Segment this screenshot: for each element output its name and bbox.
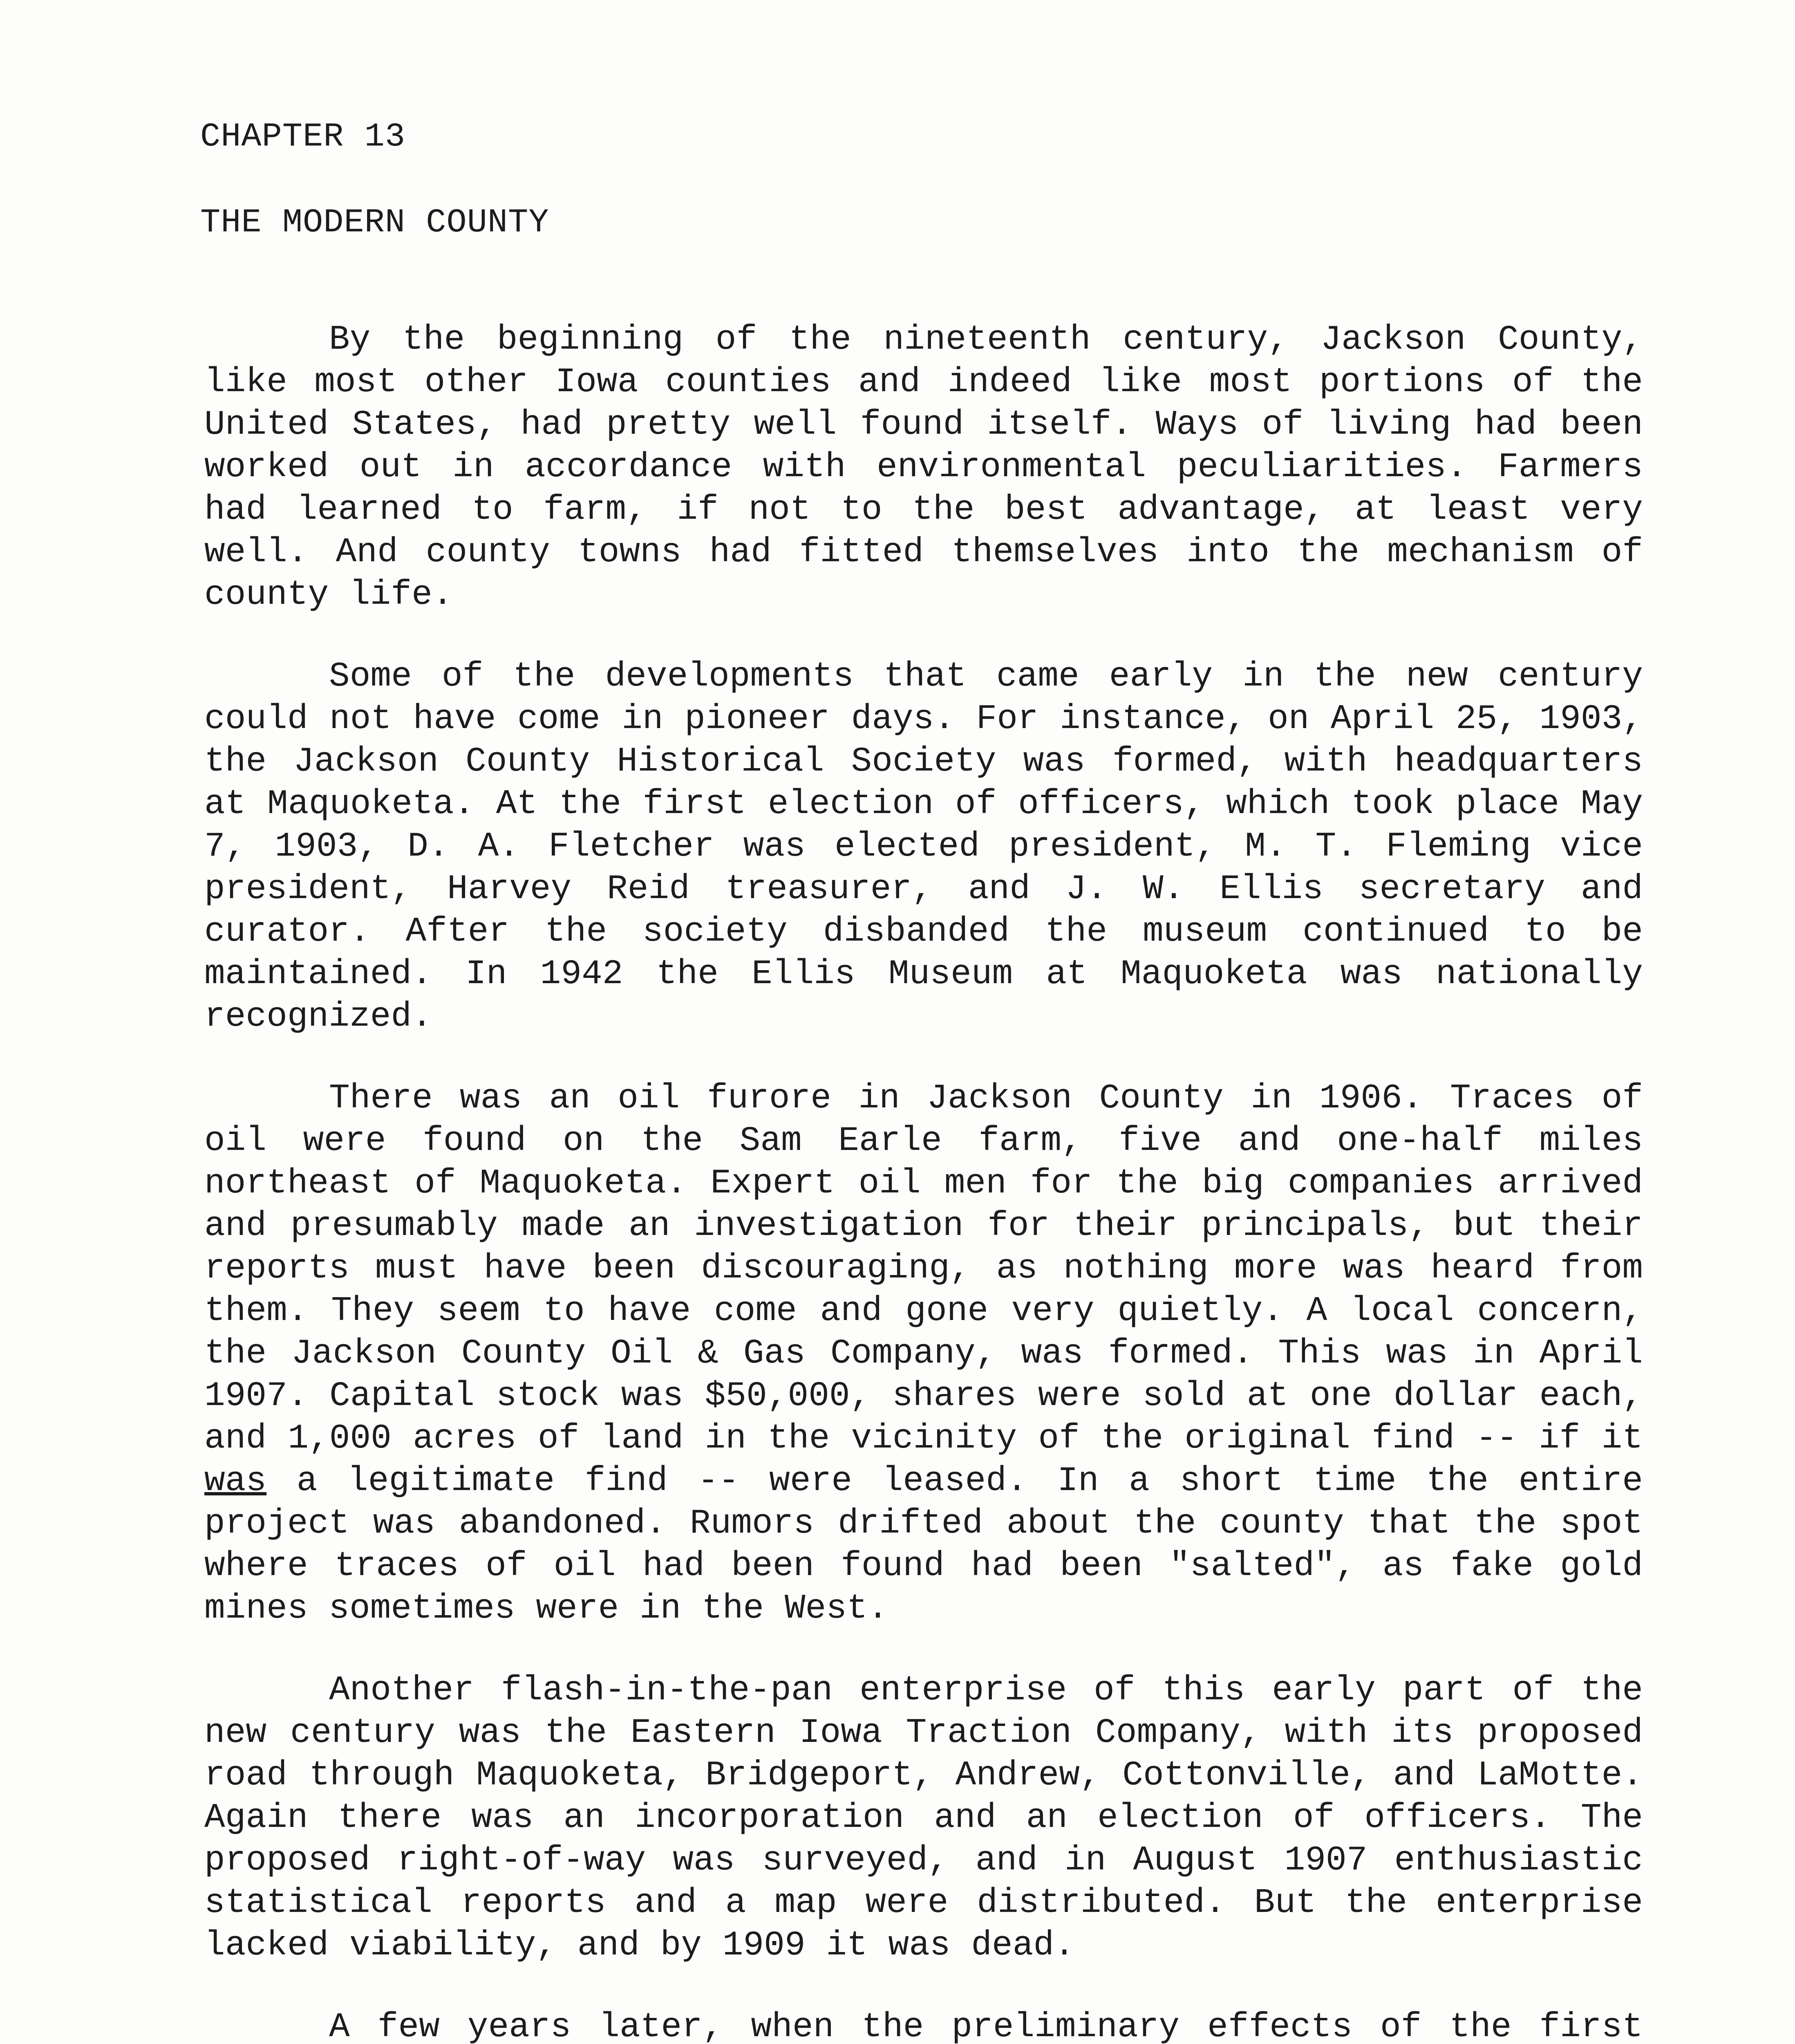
paragraph-3-part-2: a legitimate find -- were leased. In a short time the entire project was abandoned. Rumors drifted about the county that the spot where traces of oil had been found had been "salted", as fake gold mines sometimes were in the West.: [204, 1462, 1643, 1628]
paragraph-4: Another flash-in-the-pan enterprise of this early part of the new century was the Eastern Iowa Traction Company, with its proposed road through Maquoketa, Bridgeport, Andrew, Cottonville, and LaMotte. Again there was an incorporation and an election of officers. The proposed right-of-way was surveyed, and in August 1907 enthusiastic statistical reports and a map were distributed. But the enterprise lacked viability, and by 1909 it was dead.: [204, 1671, 1643, 1965]
paragraph-3-part-1: There was an oil furore in Jackson County in 1906. Traces of oil were found on the Sam Earle farm, five and one-half miles northeast of Maquoketa. Expert oil men for the big companies arrived and presumably made an investigation for their principals, but their reports must have been discouraging, as nothing more was heard from them. They seem to have come and gone very quietly. A local concern, the Jackson County Oil & Gas Company, was formed. This was in April 1907. Capital stock was $50,000, shares were sold at one dollar each, and 1,000 acres of land in the vicinity of the original find -- if it: [204, 1079, 1643, 1458]
paragraph-5: A few years later, when the preliminary effects of the first: [329, 2008, 1643, 2044]
chapter-title: THE MODERN COUNTY: [200, 204, 549, 242]
paragraph-2: Some of the developments that came early in the new century could not have come in pioneer days. For instance, on April 25, 1903, the Jackson County Historical Society was formed, with headquarters at Maquoketa. At the first election of officers, which took place May 7, 1903, D. A. Fletcher was elected president, M. T. Fleming vice president, Harvey Reid treasurer, and J. W. Ellis secretary and curator. After the society disbanded the museum continued to be maintained. In 1942 the Ellis Museum at Maquoketa was nationally recognized.: [204, 657, 1643, 1036]
underlined-word: was: [204, 1462, 267, 1501]
paragraph-1: By the beginning of the nineteenth century, Jackson County, like most other Iowa counties and indeed like most portions of the United States, had pretty well found itself. Ways of living had been worked out in accordance with environmental peculiarities. Farmers had learned to farm, if not to the best advantage, at least very well. And county towns had fitted themselves into the mechanism of county life.: [204, 320, 1643, 614]
body-text: [204, 319, 1643, 2044]
paragraph-3: [204, 1078, 1643, 1630]
chapter-heading: CHAPTER 13: [200, 118, 406, 156]
